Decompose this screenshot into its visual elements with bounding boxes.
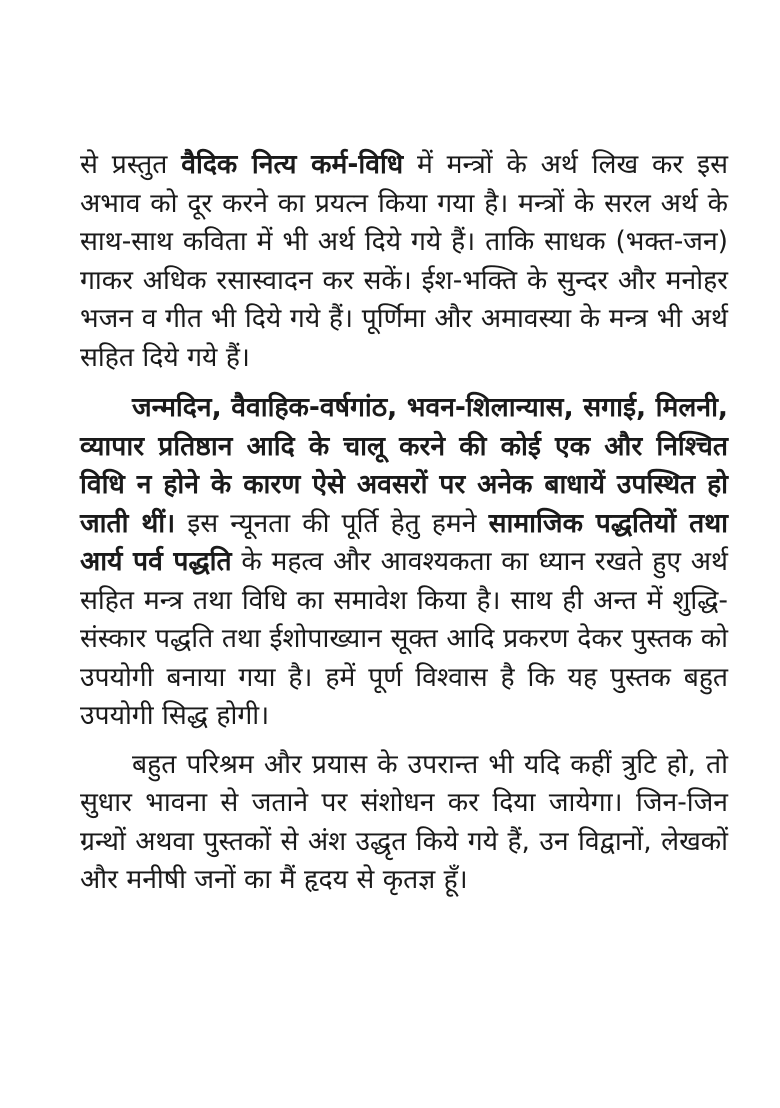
bold-text-segment: सामाजिक पद्धतियों तथा आर्य पर्व पद्धति <box>80 507 729 577</box>
text-segment: बहुत परिश्रम और प्रयास के उपरान्त भी यदि कहीं त्रुटि हो, तो सुधार भावना से जताने पर संशोधन कर दिया जायेगा। जिन-जिन ग्रन्थों अथवा पुस्तकों से अंश उद्धृत किये गये हैं, उन विद्वानों, लेखकों और मनीषी जनों का मैं हृदय से कृतज्ञ हूँ। <box>80 748 728 895</box>
text-segment: इस न्यूनता की पूर्ति हेतु हमने <box>175 507 489 539</box>
bold-text-segment: वैदिक नित्य कर्म-विधि <box>181 149 404 180</box>
text-segment: से प्रस्तुत <box>80 149 182 180</box>
paragraph-1 <box>80 146 728 377</box>
text-segment: में मन्त्रों के अर्थ लिख कर इस अभाव को दूर करने का प्रयत्न किया गया है। मन्त्रों के सरल अर्थ के साथ-साथ कविता में भी अर्थ दिये गये हैं। ताकि साधक (भक्त-जन) गाकर अधिक रसास्वादन कर सकें। ईश-भक्ति के सुन्दर और मनोहर भजन व गीत भी दिये गये हैं। पूर्णिमा और अमावस्या के मन्त्र भी अर्थ सहित दिये गये हैं। <box>80 149 729 373</box>
paragraph-3 <box>80 746 728 900</box>
paragraph-2 <box>80 389 728 736</box>
text-segment: के महत्व और आवश्यकता का ध्यान रखते हुए अर्थ सहित मन्त्र तथा विधि का समावेश किया है। साथ ही अन्त में शुद्धि-संस्कार पद्धति तथा ईशोपाख्यान सूक्त आदि प्रकरण देकर पुस्तक को उपयोगी बनाया गया है। हमें पूर्ण विश्वास है कि यह पुस्तक बहुत उपयोगी सिद्ध होगी। <box>80 546 728 731</box>
document-page <box>80 146 728 912</box>
bold-text-segment: जन्मदिन, वैवाहिक-वर्षगांठ, भवन-शिलान्यास, सगाई, मिलनी, व्यापार प्रतिष्ठान आदि के चालू करने की कोई एक और निश्चित विधि न होने के कारण ऐसे अवसरों पर अनेक बाधायें उपस्थित हो जाती थीं। <box>80 392 728 539</box>
